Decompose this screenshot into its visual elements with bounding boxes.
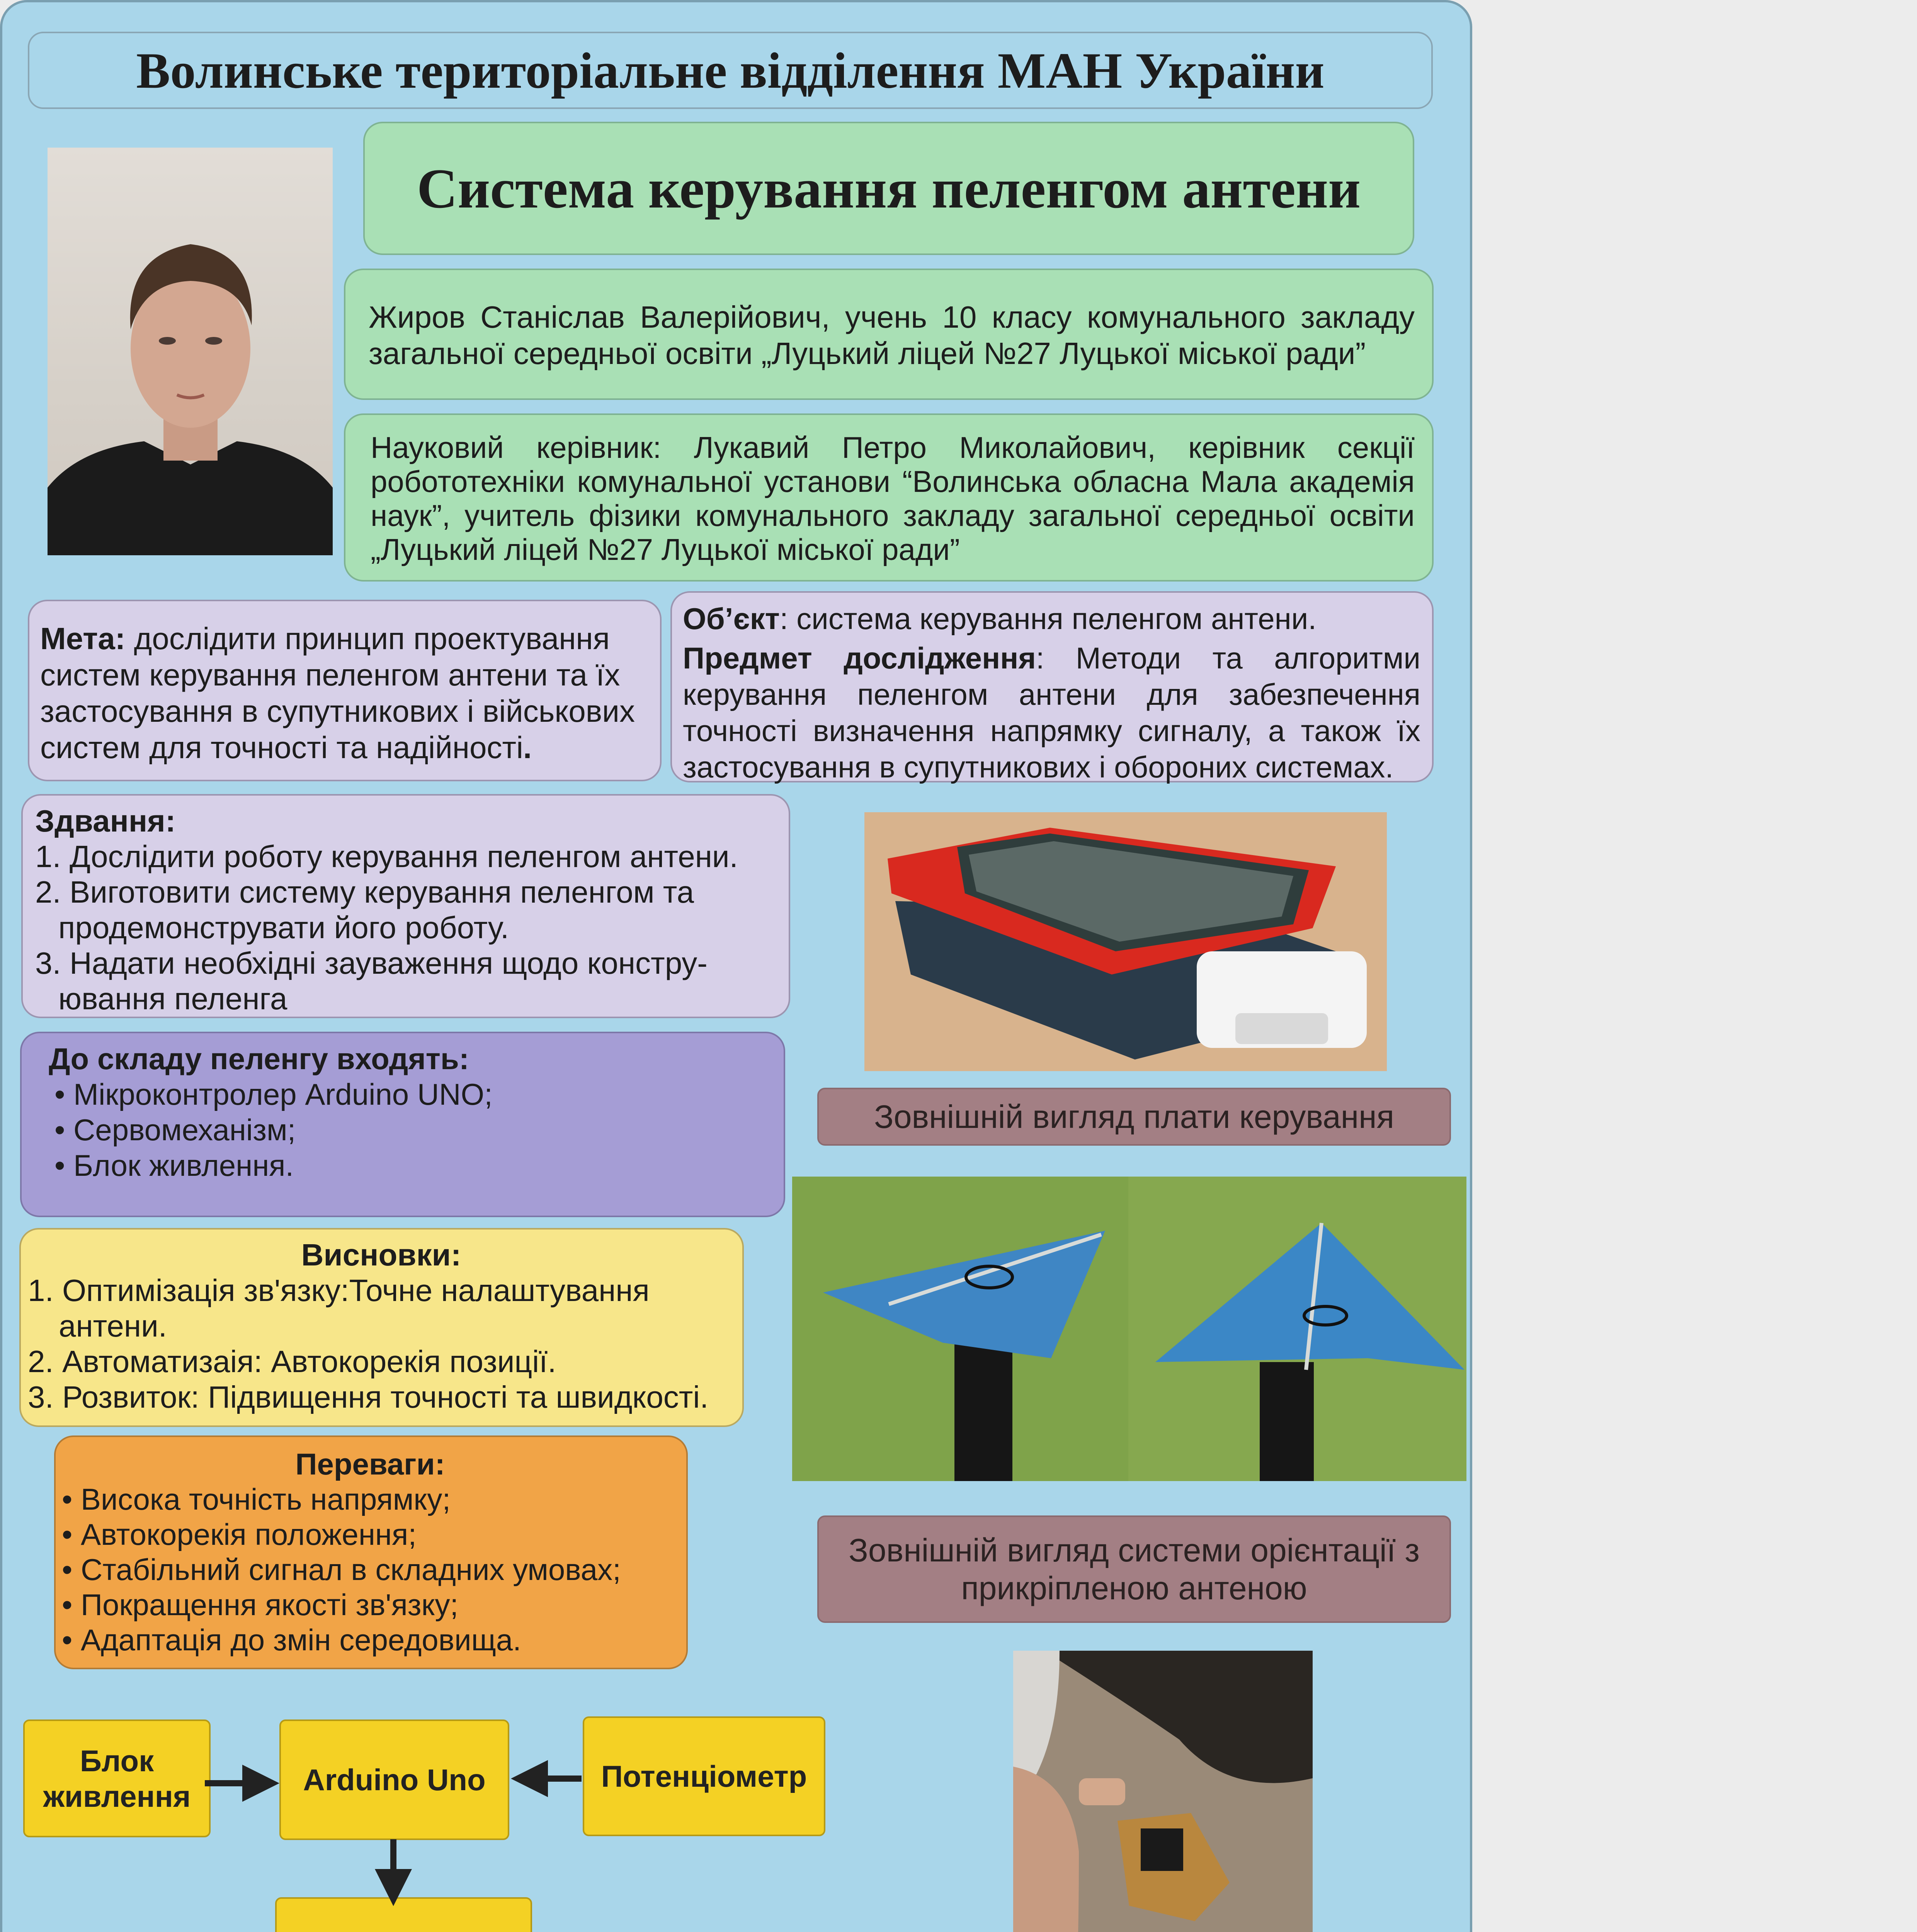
diagram-arduino-block: Arduino Uno — [279, 1719, 509, 1840]
component-item: • Мікроконтролер Arduino UNO; — [54, 1077, 493, 1111]
orientation-caption: Зовнішній вигляд системи орієнтації з прикріпленою антеною — [817, 1515, 1451, 1623]
antenna-system-photo — [792, 1177, 1466, 1481]
conclusion-text: Автокорекія позиції. — [262, 1344, 556, 1379]
control-board-photo — [864, 812, 1387, 1071]
advantages-title: Переваги: — [295, 1447, 445, 1481]
advantage-item: • Автокорекія положення; — [62, 1517, 417, 1551]
advantage-item: • Покращення якості зв'язку; — [62, 1588, 459, 1622]
component-item: • Блок живлення. — [54, 1148, 294, 1182]
subject-text: : Методи та алгоритми керування пеленгом антени для забезпечення точності визначення напрямку сигналу, а також їх застосування в супутникових і обороних системах. — [683, 641, 1420, 784]
object-label: Об’єкт — [683, 602, 780, 636]
component-item: • Сервомеханізм; — [54, 1113, 296, 1147]
tasks-title: Здвання: — [35, 804, 176, 838]
advantage-item: • Адаптація до змін середовища. — [62, 1623, 521, 1657]
task-item: 2. Виготовити систему керування пеленгом та — [35, 875, 694, 909]
subject-label: Предмет дослідження — [683, 641, 1036, 675]
task-item: 3. Надати необхідні зауваження щодо констру- — [35, 946, 708, 980]
advantage-item: • Висока точність напрямку; — [62, 1482, 451, 1516]
diagram-power-block: Блок живлення — [23, 1719, 211, 1837]
task-item: 1. Дослідити роботу керування пеленгом антени. — [35, 839, 738, 874]
conclusion-text: Точне налаштування — [349, 1273, 650, 1308]
author-info: Жиров Станіслав Валерійович, учень 10 класу комунального закладу загальної середньої освіти „Луцький ліцей №27 Луцької міської ради” — [344, 269, 1434, 400]
goal-end: . — [523, 730, 532, 765]
conclusion-label: 1. Оптимізація зв'язку: — [28, 1273, 349, 1308]
organization-title: Волинське територіальне відділення МАН України — [28, 32, 1433, 109]
conclusion-text: Підвищення точності та швидкості. — [199, 1380, 709, 1414]
advantage-item: • Стабільний сигнал в складних умовах; — [62, 1553, 621, 1587]
advisor-info: Науковий керівник: Лукавий Петро Миколайович, керівник секції робототехніки комунальної установи “Волинська обласна Мала академія наук”, учитель фізики комунального закладу загальної середньої освіти „Луцький ліцей №27 Луцької міської ради” — [344, 413, 1434, 582]
diagram-pot-block: Потенціометр — [583, 1716, 825, 1836]
components-title: До складу пеленгу входять: — [49, 1042, 469, 1076]
conclusion-label: 3. Розвиток: — [28, 1380, 199, 1414]
object-text: : система керування пеленгом антени. — [779, 602, 1317, 636]
task-item-cont: продемонструвати його роботу. — [58, 910, 509, 945]
diagram-arrows — [0, 0, 850, 1932]
goal-text: дослідити принцип проектування систем керування пеленгом антени та їх застосування в супутникових і військових систем для точності та надійності — [40, 621, 635, 765]
manufacturing-photo — [1013, 1651, 1313, 1932]
conclusion-label: 2. Автоматизаія: — [28, 1344, 262, 1379]
topic-title: Система керування пеленгом антени — [363, 122, 1414, 255]
board-caption: Зовнішній вигляд плати керування — [817, 1088, 1451, 1146]
conclusion-cont: антени. — [59, 1309, 167, 1343]
task-item-cont: ювання пеленга — [58, 981, 287, 1016]
goal-label: Мета: — [40, 621, 126, 656]
conclusions-title: Висновки: — [301, 1238, 461, 1272]
